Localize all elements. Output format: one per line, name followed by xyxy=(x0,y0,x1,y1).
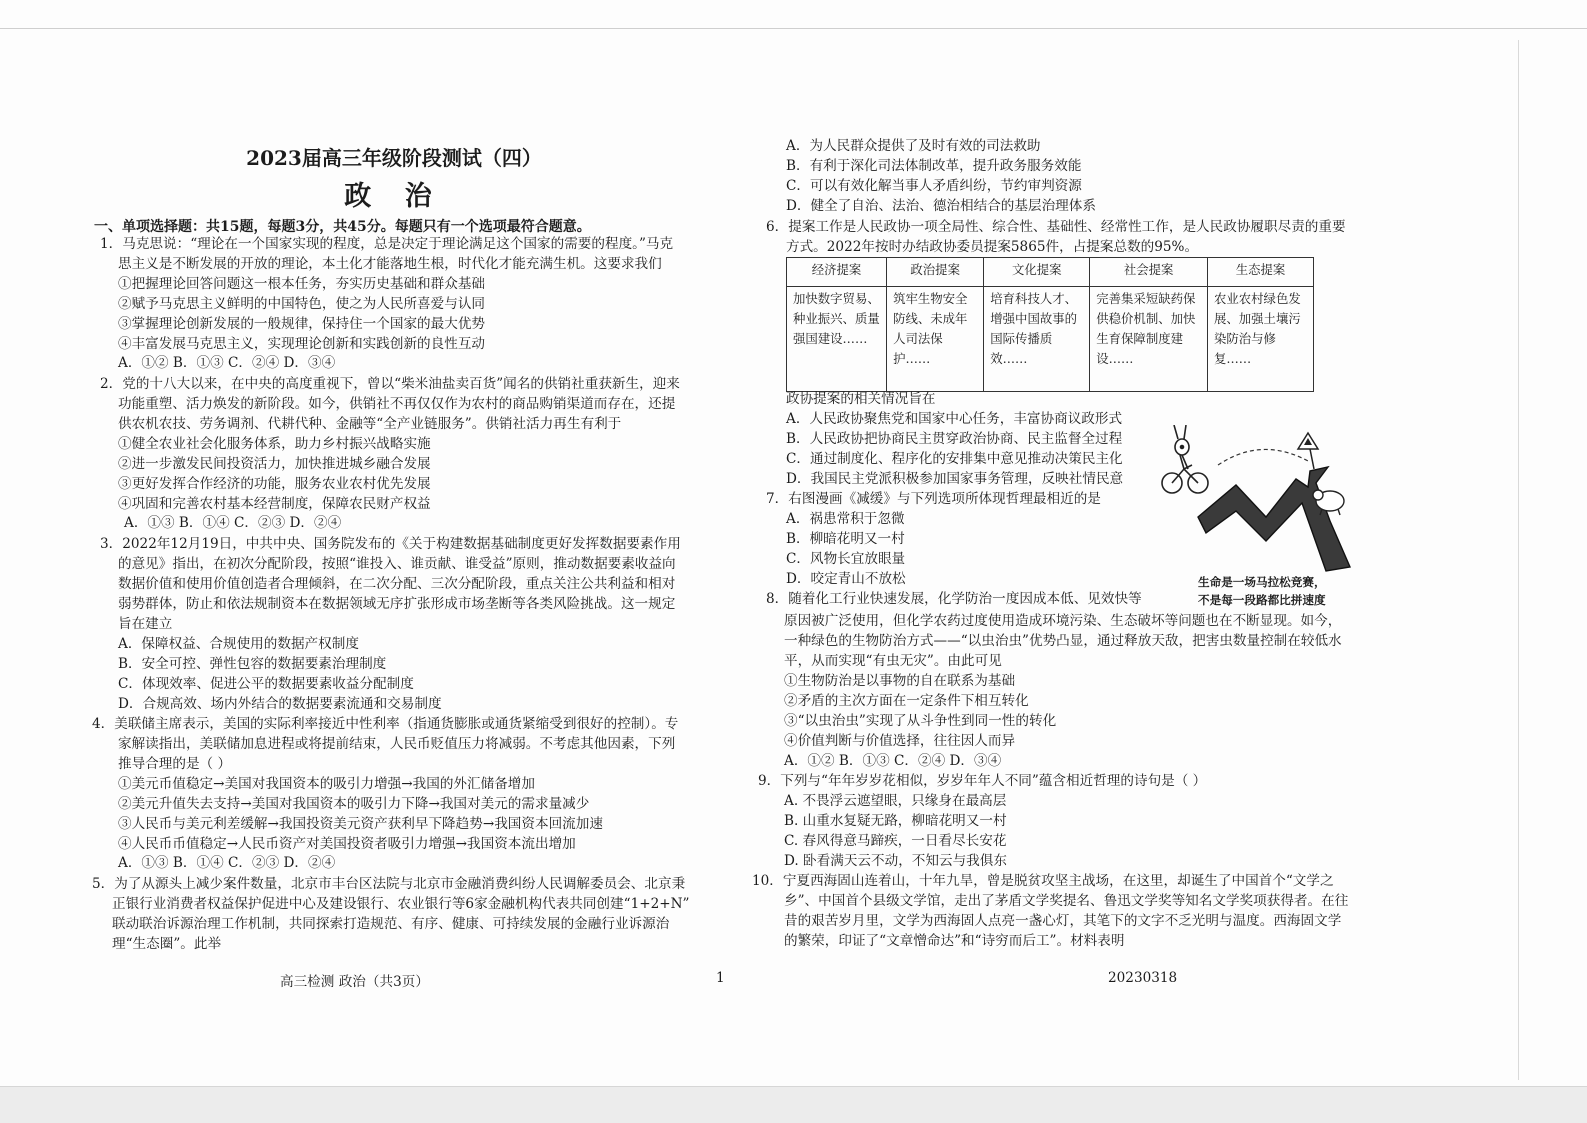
option-d: D．我国民主党派积极参加国家事务管理，反映社情民意 xyxy=(786,471,1124,487)
text-line: ①生物防治是以事物的自在联系为基础 xyxy=(784,673,1016,689)
option-d: D. 卧看满天云不动，不知云与我俱东 xyxy=(784,853,1007,869)
page-number: 1 xyxy=(716,970,725,986)
option-b: B．有利于深化司法体制改革，提升政务服务效能 xyxy=(786,158,1082,174)
text-line: 家解读指出，美联储加息进程或将提前结束，人民币贬值压力将减弱。不考虑其他因素，下列 xyxy=(118,736,676,752)
table-header: 经济提案 xyxy=(787,258,887,287)
answer-options: A．①③ B．①④ C．②③ D．②④ xyxy=(124,515,342,531)
option-d: D．健全了自治、法治、德治相结合的基层治理体系 xyxy=(786,198,1096,214)
table-header: 社会提案 xyxy=(1090,258,1208,287)
option-a: A．人民政协聚焦党和国家中心任务，丰富协商议政形式 xyxy=(786,411,1123,427)
text-line: 方式。2022年按时办结政协委员提案5865件，占提案总数的95%。 xyxy=(786,239,1199,255)
table-header-row xyxy=(787,258,1314,287)
text-line: 联动联治诉源治理工作机制，共同探索打造规范、有序、健康、可持续发展的金融行业诉源治 xyxy=(112,916,670,932)
option-a: A. 不畏浮云遮望眼，只缘身在最高层 xyxy=(784,793,1007,809)
text-line: 3．2022年12月19日，中共中央、国务院发布的《关于构建数据基础制度更好发挥数据要素作用 xyxy=(100,536,681,552)
text-line: 原因被广泛使用，但化学农药过度使用造成环境污染、生态破坏等问题也在不断显现。如今， xyxy=(784,613,1342,629)
option-d: D．合规高效、场内外结合的数据要素流通和交易制度 xyxy=(118,696,442,712)
table-cell: 完善集采短缺药保供稳价机制、加快生育保障制度建设…… xyxy=(1090,287,1208,392)
text-line: 2．党的十八大以来，在中央的高度重视下，曾以“柴米油盐卖百货”闻名的供销社重获新生，迎来 xyxy=(100,376,680,392)
option-c: C．可以有效化解当事人矛盾纠纷，节约审判资源 xyxy=(786,178,1082,194)
text-line: 10．宁夏西海固山连着山，十年九旱，曾是脱贫攻坚主战场，在这里，却诞生了中国首个“文学之 xyxy=(752,873,1334,889)
text-line: 功能重塑、活力焕发的新阶段。如今，供销社不再仅仅作为农村的商品购销渠道而存在，还提 xyxy=(118,396,676,412)
text-line: ③“以虫治虫”实现了从斗争性到同一性的转化 xyxy=(784,713,1057,729)
text-line: 9．下列与“年年岁岁花相似，岁岁年年人不同”蕴含相近哲理的诗句是（ ） xyxy=(758,773,1207,789)
text-line: ②矛盾的主次方面在一定条件下相互转化 xyxy=(784,693,1029,709)
subject-title: 政 治 xyxy=(344,181,444,212)
option-b: B．安全可控、弹性包容的数据要素治理制度 xyxy=(118,656,387,672)
text-line: 政协提案的相关情况旨在 xyxy=(786,391,936,407)
section-heading: 一、单项选择题：共15题，每题3分，共45分。每题只有一个选项最符合题意。 xyxy=(94,219,591,235)
text-line: 推导合理的是（ ） xyxy=(118,756,232,772)
answer-options: A．①③ B．①④ C．②③ D．②④ xyxy=(118,855,336,871)
table-header: 政治提案 xyxy=(887,258,984,287)
option-b: B．柳暗花明又一村 xyxy=(786,531,905,547)
text-line: ①美元币值稳定→美国对我国资本的吸引力增强→我国的外汇储备增加 xyxy=(118,776,535,792)
option-a: A．保障权益、合规使用的数据产权制度 xyxy=(118,636,359,652)
rabbit-cyclist-figure xyxy=(1162,425,1208,493)
text-line: 4．美联储主席表示，美国的实际利率接近中性利率（指通货膨胀或通货紧缩受到很好的控制）。专 xyxy=(92,716,679,732)
table-row xyxy=(787,287,1314,392)
table-cell: 培育科技人才、增强中国故事的国际传播质效…… xyxy=(984,287,1090,392)
text-line: 8．随着化工行业快速发展，化学防治一度因成本低、见效快等 xyxy=(766,591,1142,607)
text-line: 平，从而实现“有虫无灾”。由此可见 xyxy=(784,653,1002,669)
table-cell: 筑牢生物安全防线、未成年人司法保护…… xyxy=(887,287,984,392)
text-line: 5．为了从源头上减少案件数量，北京市丰台区法院与北京市金融消费纠纷人民调解委员会、北京秉 xyxy=(92,876,686,892)
scan-edge-bottom xyxy=(0,1086,1587,1123)
warning-sign-icon xyxy=(1298,433,1318,469)
text-line: ②赋予马克思主义鲜明的中国特色，使之为人民所喜爱与认同 xyxy=(118,296,486,312)
text-line: 思主义是不断发展的开放的理论，本土化才能落地生根，时代化才能充满生机。这要求我们 xyxy=(118,256,662,272)
proposal-table xyxy=(786,257,1314,392)
answer-options: A．①② B．①③ C．②④ D．③④ xyxy=(118,355,336,371)
text-line: 数据价值和使用价值创造者合理倾斜，在二次分配、三次分配阶段，重点关注公共利益和相对 xyxy=(118,576,676,592)
text-line: ④价值判断与价值选择，往往因人而异 xyxy=(784,733,1016,749)
scan-edge-top xyxy=(0,28,1587,29)
table-cell: 农业农村绿色发展、加强土壤污染防治与修复…… xyxy=(1208,287,1314,392)
option-d: D．咬定青山不放松 xyxy=(786,571,906,587)
text-line: ②美元升值失去支持→美国对我国资本的吸引力下降→我国对美元的需求量减少 xyxy=(118,796,590,812)
option-c: C．通过制度化、程序化的安排集中意见推动决策民主化 xyxy=(786,451,1123,467)
text-line: ②进一步激发民间投资活力，加快推进城乡融合发展 xyxy=(118,456,431,472)
zigzag-arrow xyxy=(1198,467,1350,571)
option-c: C. 春风得意马蹄疾，一日看尽长安花 xyxy=(784,833,1007,849)
option-b: B．人民政协把协商民主贯穿政治协商、民主监督全过程 xyxy=(786,431,1123,447)
text-line: 供农机农技、劳务调剂、代耕代种、金融等“全产业链服务”。供销社活力再生有利于 xyxy=(118,416,622,432)
text-line: 乡”、中国首个县级文学馆，走出了茅盾文学奖提名、鲁迅文学奖等知名文学奖项获得者。在往 xyxy=(784,893,1349,909)
text-line: 正银行业消费者权益保护促进中心及建设银行、农业银行等6家金融机构代表共同创建“1+2+N” xyxy=(112,896,690,912)
answer-options: A．①② B．①③ C．②④ D．③④ xyxy=(784,753,1002,769)
text-line: ③更好发挥合作经济的功能，服务农业农村优先发展 xyxy=(118,476,431,492)
table-cell: 加快数字贸易、种业振兴、质量强国建设…… xyxy=(787,287,887,392)
table-header: 文化提案 xyxy=(984,258,1090,287)
text-line: ①把握理论回答问题这一根本任务，夯实历史基础和群众基础 xyxy=(118,276,486,292)
cartoon-caption: 不是每一段路都比拼速度 xyxy=(1198,593,1326,607)
footer-left: 高三检测 政治（共3页） xyxy=(280,974,429,990)
text-line: 弱势群体，防止和依法规制资本在数据领域无序扩张形成市场垄断等各类风险挑战。这一规定 xyxy=(118,596,676,612)
footer-code: 20230318 xyxy=(1108,970,1178,986)
text-line: 7．右图漫画《减缓》与下列选项所体现哲理最相近的是 xyxy=(766,491,1101,507)
option-c: C．体现效率、促进公平的数据要素收益分配制度 xyxy=(118,676,414,692)
table-header: 生态提案 xyxy=(1208,258,1314,287)
option-a: A．祸患常积于忽微 xyxy=(786,511,905,527)
scan-edge-right xyxy=(1518,40,1519,1080)
text-line: 理“生态圈”。此举 xyxy=(112,936,222,952)
text-line: 旨在建立 xyxy=(118,616,173,632)
text-line: 一种绿色的生物防治方式——“以虫治虫”优势凸显，通过释放天敌，把害虫数量控制在较低水 xyxy=(784,633,1342,649)
text-line: ③人民币与美元利差缓解→我国投资美元资产获利早下降趋势→我国资本回流加速 xyxy=(118,816,603,832)
text-line: 6．提案工作是人民政协一项全局性、综合性、基础性、经常性工作，是人民政协履职尽责的重要 xyxy=(766,219,1346,235)
text-line: ④巩固和完善农村基本经营制度，保障农民财产权益 xyxy=(118,496,431,512)
text-line: 的繁荣，印证了“文章憎命达”和“诗穷而后工”。材料表明 xyxy=(784,933,1125,949)
text-line: ③掌握理论创新发展的一般规律，保持住一个国家的最大优势 xyxy=(118,316,486,332)
option-b: B. 山重水复疑无路，柳暗花明又一村 xyxy=(784,813,1007,829)
option-a: A．为人民群众提供了及时有效的司法救助 xyxy=(786,138,1041,154)
option-c: C．风物长宜放眼量 xyxy=(786,551,906,567)
text-line: ①健全农业社会化服务体系，助力乡村振兴战略实施 xyxy=(118,436,431,452)
exam-title: 2023届高三年级阶段测试（四） xyxy=(246,146,542,170)
cartoon-caption: 生命是一场马拉松竞赛， xyxy=(1198,575,1326,589)
text-line: 昔的艰苦岁月里，文学为西海固人点亮一盏心灯，其笔下的文字不乏光明与温度。西海固文学 xyxy=(784,913,1342,929)
text-line: ④人民币币值稳定→人民币资产对美国投资者吸引力增强→我国资本流出增加 xyxy=(118,836,576,852)
text-line: 的意见》指出，在初次分配阶段，按照“谁投入、谁贡献、谁受益”原则，推动数据要素收益向 xyxy=(118,556,676,572)
cartoon-slowdown xyxy=(1158,425,1354,573)
text-line: 1．马克思说：“理论在一个国家实现的程度，总是决定于理论满足这个国家的需要的程度。”马克 xyxy=(100,236,674,252)
text-line: ④丰富发展马克思主义，实现理论创新和实践创新的良性互动 xyxy=(118,336,486,352)
